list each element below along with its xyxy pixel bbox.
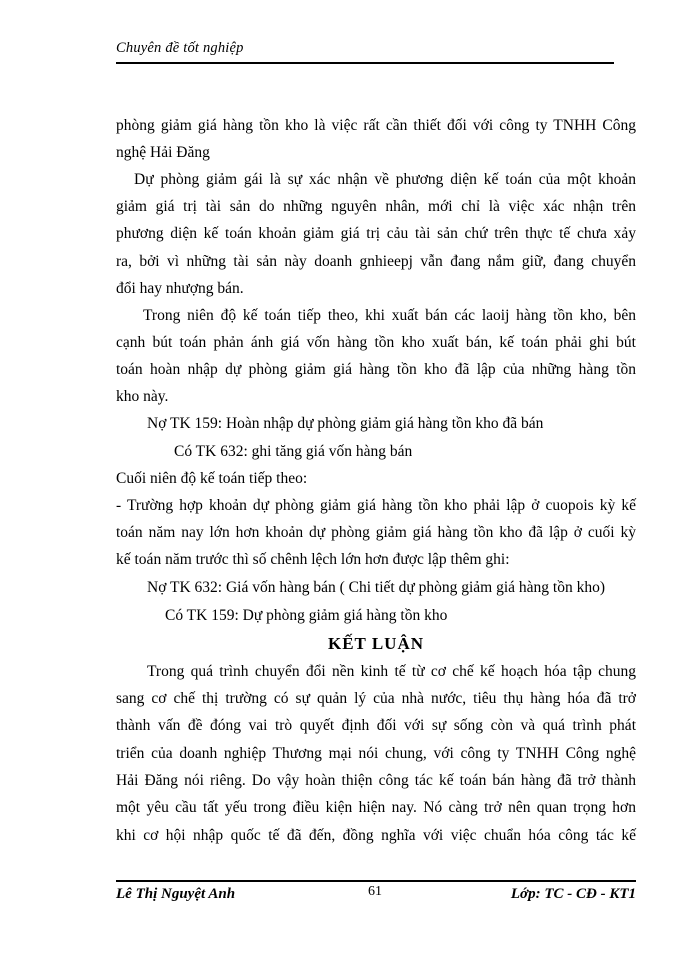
- section-title: KẾT LUẬN: [327, 634, 424, 653]
- conclusion-line-7: khi cơ hội nhập quốc tế đã đến, đồng nghĩa với việc chuẩn hóa công tác kế: [116, 827, 636, 844]
- conclusion-line-1: Trong quá trình chuyển đổi nền kinh tế từ cơ chế kế hoạch hóa tập chung: [147, 663, 636, 680]
- entry-debit-632: Nợ TK 632: Giá vốn hàng bán ( Chi tiết dự phòng giảm giá hàng tồn kho): [147, 579, 605, 596]
- body-line-5: phương diện kế toán khoản giảm giá trị cảu tài sản chứ trên thực tế chưa xảy: [116, 225, 636, 242]
- conclusion-line-2: sang cơ chế thị trường có sự quản lý của nhà nước, tiêu thụ hàng hóa đã trở: [116, 690, 636, 707]
- body-line-8: Trong niên độ kế toán tiếp theo, khi xuất bán các laoij hàng tồn kho, bên: [143, 307, 636, 324]
- entry-credit-632: Có TK 632: ghi tăng giá vốn hàng bán: [174, 443, 413, 460]
- footer-class: Lớp: TC - CĐ - KT1: [510, 886, 636, 902]
- conclusion-line-5: Hải Đăng nói riêng. Do vậy hoàn thiện công tác kế toán bán hàng đã trở thành: [116, 772, 636, 789]
- body-line-16: toán năm nay lớn hơn khoản dự phòng giảm giá hàng tồn kho đã lập ở cuối kỳ: [116, 524, 636, 541]
- page-header-title: Chuyên đề tốt nghiệp: [116, 40, 244, 56]
- body-line-4: giảm giá trị tài sản do những nguyên nhân, mới chỉ là việc xác nhận trên: [116, 198, 636, 215]
- body-line-6: ra, bởi vì những tài sản này doanh gnhieepj vẫn đang nắm giữ, đang chuyển: [116, 253, 636, 270]
- conclusion-line-3: thành vấn đề đóng vai trò quyết định đối với sự sống còn và quá trình phát: [116, 717, 636, 734]
- entry-debit-159: Nợ TK 159: Hoàn nhập dự phòng giảm giá hàng tồn kho đã bán: [147, 415, 544, 432]
- conclusion-line-4: triển của doanh nghiệp Thương mại nói chung, với công ty TNHH Công nghệ: [116, 745, 636, 762]
- body-line-9: cạnh bút toán phản ánh giá vốn hàng tồn kho xuất bán, kế toán phải ghi bút: [116, 334, 636, 351]
- body-line-17: kế toán năm trước thì số chênh lệch lớn hơn được lập thêm ghi:: [116, 551, 510, 568]
- entry-credit-159: Có TK 159: Dự phòng giảm giá hàng tồn kho: [165, 607, 448, 624]
- body-line-2: nghệ Hải Đăng: [116, 144, 210, 161]
- body-line-11: kho này.: [116, 388, 169, 405]
- body-line-3: Dự phòng giảm gái là sự xác nhận về phương diện kế toán của một khoản: [134, 171, 636, 188]
- body-line-7: đổi hay nhượng bán.: [116, 280, 244, 297]
- body-line-1: phòng giảm giá hàng tồn kho là việc rất cần thiết đối với công ty TNHH Công: [116, 117, 636, 134]
- conclusion-line-6: một yêu cầu tất yếu trong điều kiện hiện nay. Nó càng trở nên quan trọng hơn: [116, 799, 636, 816]
- header-divider: [116, 62, 614, 64]
- body-line-14: Cuối niên độ kế toán tiếp theo:: [116, 470, 308, 487]
- body-line-10: toán hoàn nhập dự phòng giảm giá hàng tồn kho đã lập của những hàng tồn: [116, 361, 636, 378]
- body-line-15: - Trường hợp khoản dự phòng giảm giá hàng tồn kho phải lập ở cuopois kỳ kế: [116, 497, 636, 514]
- footer-page-number: 61: [368, 884, 382, 899]
- footer-author: Lê Thị Nguyệt Anh: [116, 886, 236, 902]
- footer-divider: [116, 880, 636, 882]
